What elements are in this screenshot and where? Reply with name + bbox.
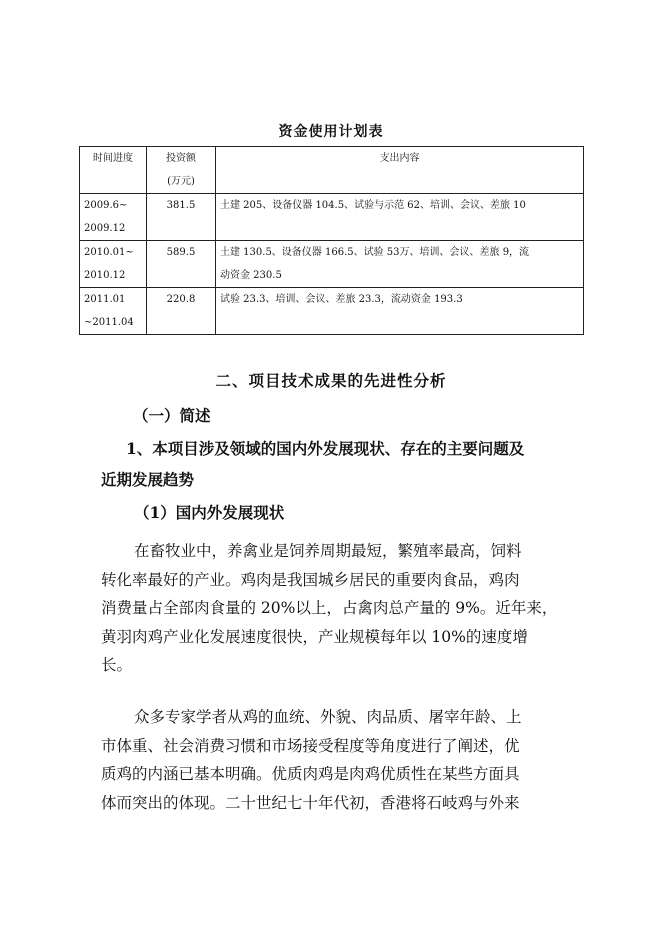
cell-amount: 220.8 <box>147 288 216 335</box>
paragraph-line: 长。 <box>101 656 133 674</box>
period-line2: 2009.12 <box>84 223 126 234</box>
paragraph-line: 黄羽肉鸡产业化发展速度很快，产业规模每年以 10%的速度增 <box>101 627 528 646</box>
header-amount-line2: (万元) <box>167 176 195 187</box>
paragraph-line: 市体重、社会消费习惯和市场接受程度等角度进行了阐述，优 <box>101 736 520 755</box>
period-line2: ~2011.04 <box>84 317 134 328</box>
subheading-line2: 近期发展趋势 <box>101 470 195 489</box>
header-content: 支出内容 <box>216 147 584 194</box>
period-line1: 2010.01~ <box>84 247 134 258</box>
cell-period <box>80 194 147 241</box>
header-amount-line1: 投资额 <box>166 153 196 164</box>
content-line1: 土建 130.5、设备仪器 166.5、试验 53万、培训、会议、差旅 9，流 <box>220 247 530 258</box>
paragraph-line: 转化率最好的产业。鸡肉是我国城乡居民的重要肉食品，鸡肉 <box>101 570 520 589</box>
table-row <box>80 194 584 241</box>
cell-content <box>216 241 584 288</box>
paragraph-line: 质鸡的内涵已基本明确。优质肉鸡是肉鸡优质性在某些方面具 <box>101 765 520 783</box>
cell-period <box>80 241 147 288</box>
period-line1: 2009.6~ <box>84 200 128 211</box>
subsection-overview: （一）简述 <box>133 406 211 425</box>
content-line1: 试验 23.3、培训、会议、差旅 23.3，流动资金 193.3 <box>220 294 463 305</box>
paragraph-line: 在畜牧业中，养禽业是饲养周期最短，繁殖率最高，饲料 <box>134 542 522 560</box>
header-period: 时间进度 <box>80 147 147 194</box>
table-row <box>80 288 584 335</box>
cell-content <box>216 194 584 241</box>
content-line1: 土建 205、设备仪器 104.5、试验与示范 62、培训、会议、差旅 10 <box>220 200 526 211</box>
cell-amount: 381.5 <box>147 194 216 241</box>
cell-amount: 589.5 <box>147 241 216 288</box>
period-line2: 2010.12 <box>84 270 126 281</box>
content-line2: 动资金 230.5 <box>220 270 282 281</box>
funding-plan-table <box>79 146 584 335</box>
table-header-row <box>80 147 584 194</box>
subsection-status: （1）国内外发展现状 <box>134 503 285 522</box>
paragraph-2 <box>101 703 571 817</box>
paragraph-line: 体而突出的体现。二十世纪七十年代初，香港将石岐鸡与外来 <box>101 793 520 812</box>
table-row <box>80 241 584 288</box>
cell-period <box>80 288 147 335</box>
period-line1: 2011.01 <box>84 294 126 305</box>
section-heading: 二、项目技术成果的先进性分析 <box>215 371 447 390</box>
cell-content <box>216 288 584 335</box>
paragraph-1 <box>101 537 571 680</box>
paragraph-line: 消费量占全部肉食量的 20%以上，占禽肉总产量的 9%。近年来， <box>101 599 558 617</box>
header-amount <box>147 147 216 194</box>
table-title: 资金使用计划表 <box>278 124 384 140</box>
paragraph-line: 众多专家学者从鸡的血统、外貌、肉品质、屠宰年龄、上 <box>134 708 522 726</box>
subheading-line1: 1、本项目涉及领域的国内外发展现状、存在的主要问题及 <box>126 439 525 458</box>
